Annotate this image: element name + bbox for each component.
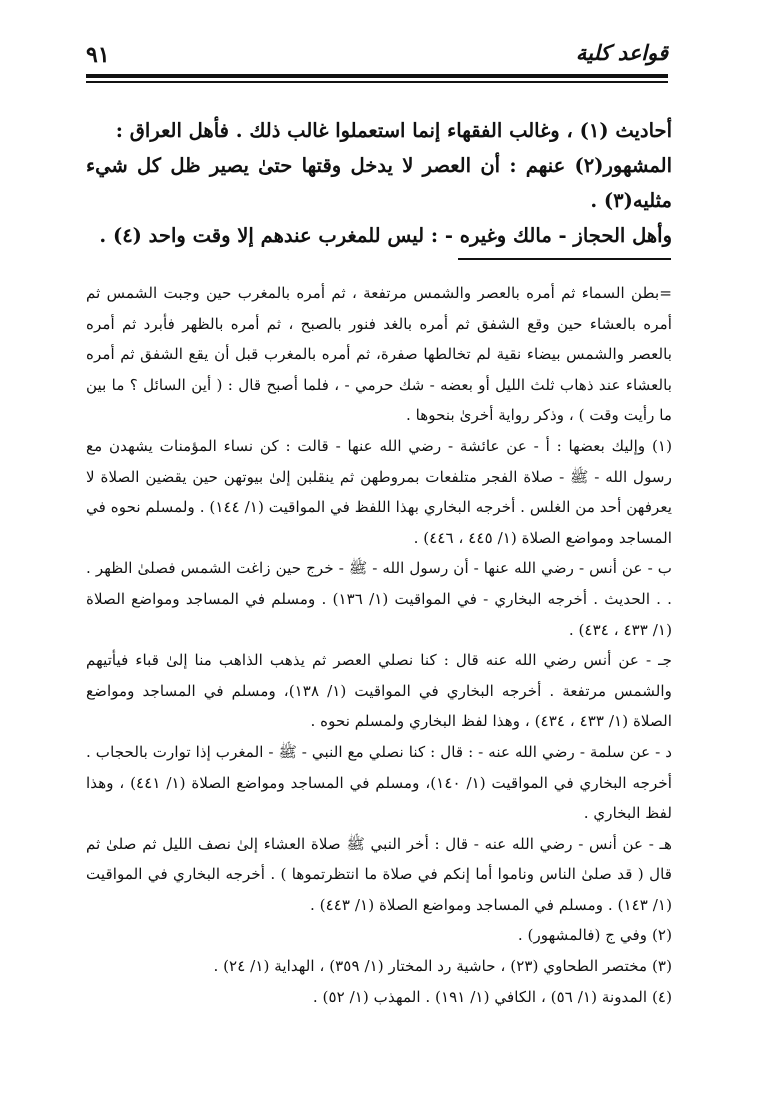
header-rule-thin [86, 81, 668, 83]
footnote-3: (٣) مختصر الطحاوي (٢٣) ، حاشية رد المختار (١/ ٣٥٩) ، الهداية (١/ ٢٤) . [213, 957, 672, 976]
main-text [86, 113, 672, 253]
footnote-4: (٤) المدونة (١/ ٥٦) ، الكافي (١/ ١٩١) . المهذب (١/ ٥٢) . [312, 987, 672, 1006]
page-header [86, 40, 668, 70]
footnotes [86, 278, 672, 1012]
page-number: ٩١ [86, 42, 110, 68]
footnote-2: (٢) وفي ج (فالمشهور) . [517, 926, 672, 945]
footnote-1-e: هـ - عن أنس - رضي الله عنه - قال : أخر النبي ﷺ صلاة العشاء إلىٰ نصف الليل ثم صلىٰ ثم قال ( قد صلىٰ الناس وناموا أما إنكم في صلاة ما انتظرتموها ) . أخرجه البخاري في المواقيت (١/ ١٤٣) . ومسلم في المساجد ومواضع الصلاة (١/ ٤٤٣) . [86, 834, 672, 914]
footnote-1: (١) وإليك بعضها : أ - عن عائشة - رضي الله عنها - قالت : كن نساء المؤمنات يشهدن مع رسول الله - ﷺ - صلاة الفجر متلفعات بمروطهن ثم ينقلبن إلىٰ بيوتهن حين يقضين الصلاة لا يعرفهن أحد من الغلس . أخرجه البخاري بهذا اللفظ في المواقيت (١/ ١٤٤) . ولمسلم نحوه في المساجد ومواضع الصلاة (١/ ٤٤٥ ، ٤٤٦) . [86, 436, 672, 547]
main-line: أحاديث (١) ، وغالب الفقهاء إنما استعملوا غالب ذلك . فأهل العراق : [115, 119, 672, 142]
main-line: وأهل الحجاز - مالك وغيره - : ليس للمغرب عندهم إلا وقت واحد (٤) . [99, 224, 672, 247]
footnote-1-d: د - عن سلمة - رضي الله عنه - : قال : كنا نصلي مع النبي - ﷺ - المغرب إذا توارت بالحجاب . أخرجه البخاري في المواقيت (١/ ١٤٠)، ومسلم في المساجد ومواضع الصلاة (١/ ٤٤١) ، وهذا لفظ البخاري . [86, 742, 672, 823]
main-line: المشهور(٢) عنهم : أن العصر لا يدخل وقتها حتىٰ يصير ظل كل شيء مثليه(٣) . [86, 154, 672, 212]
footnote-continuation: =بطن السماء ثم أمره بالعصر والشمس مرتفعة ، ثم أمره بالمغرب حين وجبت الشمس ثم أمره بالعشاء حين وقع الشفق ثم أمره بالغد فنور بالصبح ، ثم أمره بالظهر فأبرد ثم أمره بالعصر والشمس بيضاء نقية لم تخالطها صفرة، ثم أمره بالمغرب قبل أن يقع الشفق ثم أمره بالعشاء عند ذهاب ثلث الليل أو بعضه - شك حرمي - ، فلما أصبح قال : ( أين السائل ؟ ما بين ما رأيت وقت ) ، وذكر رواية أخرىٰ بنحوها . [86, 284, 672, 425]
footnote-1-c: جـ - عن أنس رضي الله عنه قال : كنا نصلي العصر ثم يذهب الذاهب منا إلىٰ قباء فيأتيهم والشمس مرتفعة . أخرجه البخاري في المواقيت (١/ ١٣٨)، ومسلم في المساجد ومواضع الصلاة (١/ ٤٣٣ ، ٤٣٤) ، وهذا لفظ البخاري ولمسلم نحوه . [86, 651, 672, 731]
header-rule-thick [86, 74, 668, 78]
running-title: قواعد كلية [575, 40, 668, 65]
footnote-separator [458, 258, 671, 260]
footnote-1-b: ب - عن أنس - رضي الله عنها - أن رسول الله - ﷺ - خرج حين زاغت الشمس فصلىٰ الظهر . . . الحديث . أخرجه البخاري - في المواقيت (١/ ١٣٦) . ومسلم في المساجد ومواضع الصلاة (١/ ٤٣٣ ، ٤٣٤) . [86, 559, 672, 639]
